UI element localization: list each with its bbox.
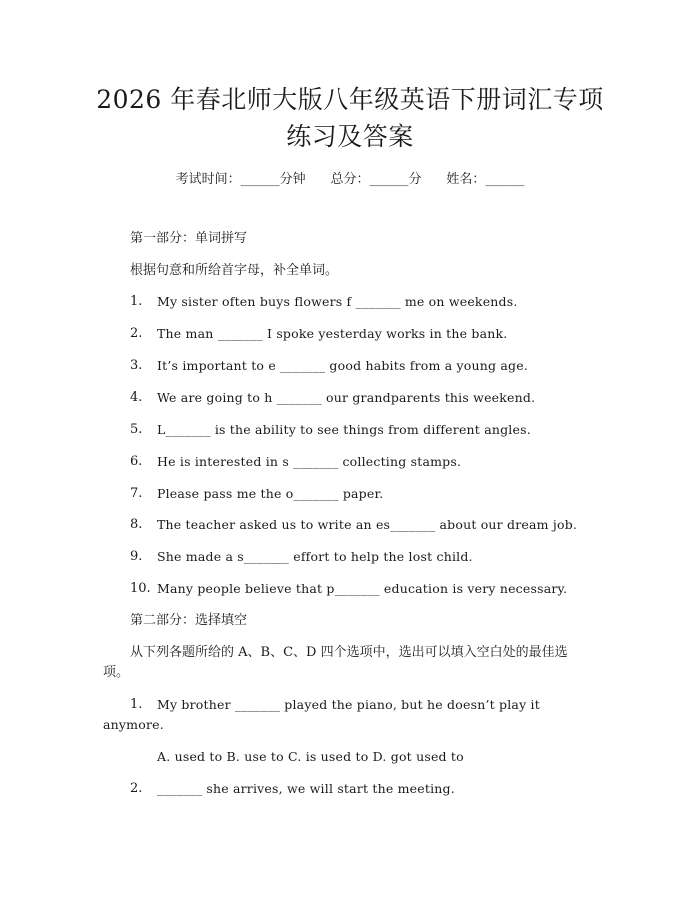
page-title-line-2: 练习及答案 — [286, 122, 414, 151]
score-blank: ______ — [369, 172, 409, 187]
question-number: 4. — [130, 390, 143, 405]
score-label: 总分： — [330, 172, 370, 187]
question-text: Please pass me the o_______ paper. — [157, 486, 384, 501]
question-number: 9. — [130, 549, 143, 564]
question-text: The man _______ I spoke yesterday works in the bank. — [157, 326, 508, 341]
question-number: 1. — [130, 697, 143, 712]
time-unit: 分钟 — [279, 172, 306, 187]
question-text: The teacher asked us to write an es_______ about our dream job. — [157, 517, 578, 532]
question-number: 1. — [130, 294, 143, 309]
question-text: It’s important to e _______ good habits from a young age. — [157, 358, 529, 373]
question-text: He is interested in s _______ collecting stamps. — [157, 454, 462, 469]
name-label: 姓名： — [446, 172, 486, 187]
part2-heading: 第二部分：选择填空 — [130, 613, 248, 628]
name-blank: ______ — [485, 172, 525, 187]
part2-instruction-line-2: 项。 — [103, 665, 130, 680]
question-text: My brother _______ played the piano, but he doesn’t play it — [157, 697, 540, 712]
question-text: L_______ is the ability to see things from different angles. — [157, 422, 531, 437]
question-number: 2. — [130, 781, 143, 796]
question-number: 3. — [130, 358, 143, 373]
question-text: My sister often buys flowers f _______ me on weekends. — [157, 294, 518, 309]
question-number: 8. — [130, 517, 143, 532]
score-unit: 分 — [408, 172, 422, 187]
page-title-line-1: 2026 年春北师大版八年级英语下册词汇专项 — [96, 85, 604, 114]
question-number: 5. — [130, 422, 143, 437]
question-text: Many people believe that p_______ education is very necessary. — [157, 581, 568, 596]
question-options: A. used to B. use to C. is used to D. got used to — [157, 749, 464, 764]
question-number: 6. — [130, 454, 143, 469]
question-text: She made a s_______ effort to help the lost child. — [157, 549, 473, 564]
question-text-continued: anymore. — [103, 717, 164, 732]
question-text: We are going to h _______ our grandparents this weekend. — [157, 390, 536, 405]
time-label: 考试时间： — [175, 172, 241, 187]
question-number: 2. — [130, 326, 143, 341]
question-number: 7. — [130, 486, 143, 501]
part2-instruction-line-1: 从下列各题所给的 A、B、C、D 四个选项中，选出可以填入空白处的最佳选 — [130, 645, 568, 660]
part1-instruction: 根据句意和所给首字母，补全单词。 — [130, 263, 339, 278]
exam-meta — [0, 168, 700, 187]
question-number: 10. — [130, 581, 151, 596]
part1-heading: 第一部分：单词拼写 — [130, 231, 248, 246]
time-blank: ______ — [240, 172, 280, 187]
question-text: _______ she arrives, we will start the meeting. — [157, 781, 455, 796]
